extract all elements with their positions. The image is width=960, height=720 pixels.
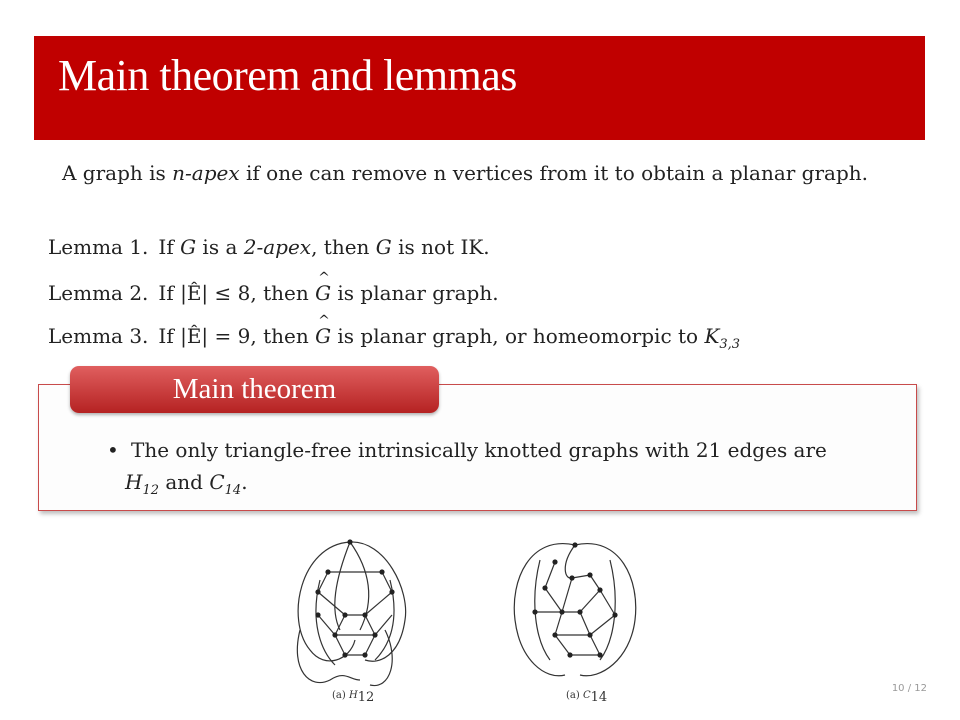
graph-name: C [209, 470, 225, 494]
apex-definition [62, 161, 868, 185]
graph-figures [290, 520, 660, 710]
lemma-var: G [375, 235, 392, 259]
graph-subscript: 14 [224, 483, 242, 498]
graph-h12-figure [297, 542, 405, 686]
lemma-var: K [704, 324, 720, 348]
caption-var: C [582, 690, 591, 701]
figure-caption-c14 [566, 690, 607, 705]
definition-suffix: if one can remove n vertices from it to obtain a planar graph. [239, 161, 868, 185]
lemma-var: G [180, 235, 197, 259]
caption-prefix: (a) [332, 690, 349, 701]
theorem-line-1: The only triangle-free intrinsically knotted graphs with 21 edges are [131, 438, 827, 462]
lemma-text: If |Ê| = 9, then [158, 324, 316, 348]
lemma-text: is planar graph, or homeomorpic to [331, 324, 705, 348]
lemma-3 [48, 324, 740, 352]
theorem-bullet [107, 434, 867, 507]
figure-caption-h12 [332, 690, 374, 705]
lemma-text: If |Ê| ≤ 8, then [158, 281, 316, 305]
definition-term: n-apex [172, 161, 240, 185]
graph-c14-vertices [532, 542, 617, 657]
caption-prefix: (a) [566, 690, 583, 701]
bullet-dot: • [107, 438, 119, 462]
lemma-label: Lemma 3. [48, 324, 149, 348]
graph-name: H [125, 470, 143, 494]
title-bar [34, 36, 925, 140]
theorem-text: and [159, 470, 210, 494]
page-number: 10 / 12 [891, 683, 927, 694]
graph-c14-figure [514, 544, 636, 676]
definition-prefix: A graph is [62, 161, 173, 185]
lemma-text: is a [196, 235, 244, 259]
slide-title: Main theorem and lemmas [58, 51, 517, 100]
theorem-heading: Main theorem [70, 366, 439, 413]
lemma-text: , then [311, 235, 376, 259]
theorem-text: . [241, 470, 248, 494]
lemma-text: is planar graph. [331, 281, 499, 305]
caption-sub: 12 [357, 690, 375, 705]
lemma-text: is not IK. [391, 235, 490, 259]
lemma-var-hat: G ^ [315, 281, 331, 305]
theorem-line-2 [107, 470, 248, 498]
lemma-1 [48, 235, 490, 259]
lemma-var: 2-apex [243, 235, 312, 259]
lemma-2 [48, 281, 499, 305]
graph-subscript: 12 [142, 483, 159, 498]
graph-drawings [290, 520, 660, 710]
caption-sub: 14 [590, 690, 608, 705]
caption-var: H [348, 690, 358, 701]
lemma-label: Lemma 2. [48, 281, 149, 305]
lemma-subscript: 3,3 [719, 337, 741, 352]
lemma-label: Lemma 1. [48, 235, 149, 259]
lemma-var-hat: G ^ [315, 324, 331, 348]
lemma-text: If [158, 235, 181, 259]
